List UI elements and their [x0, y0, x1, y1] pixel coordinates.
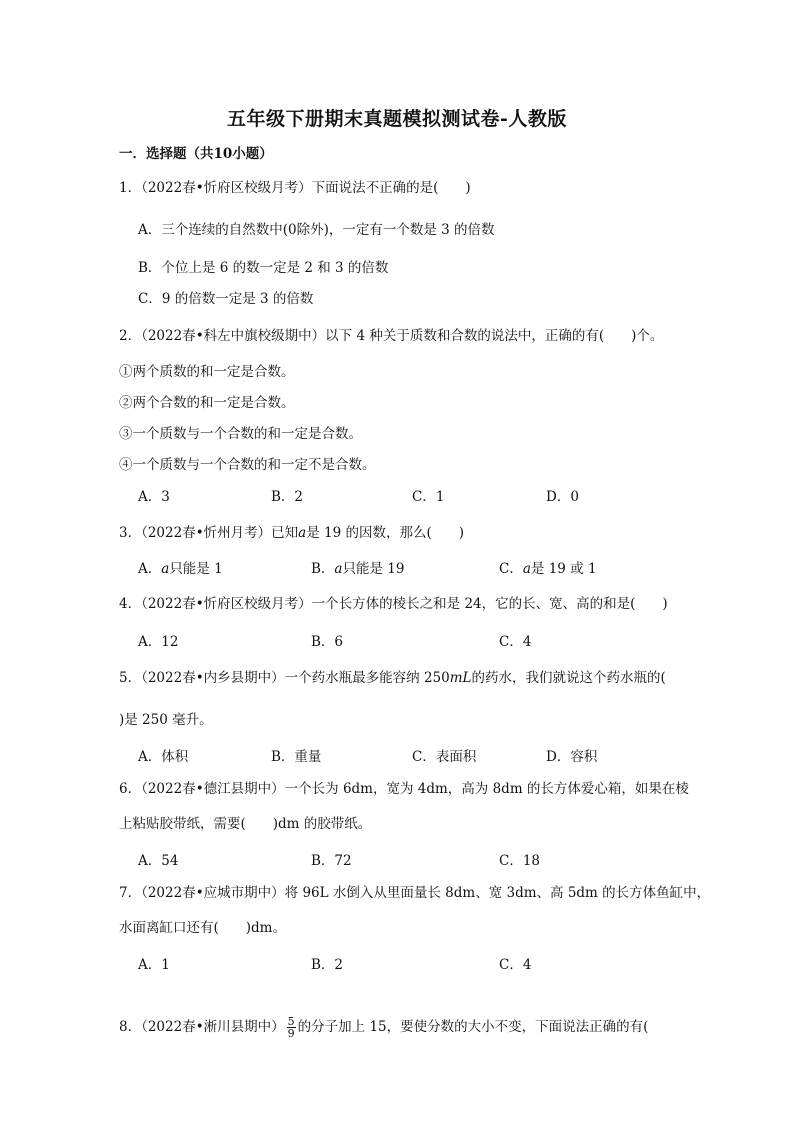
question-5-stem-line-1 — [119, 668, 666, 688]
fraction — [287, 1016, 296, 1039]
question-4-stem: 4．（2022春•忻府区校级月考）一个长方体的棱长之和是 24，它的长、宽、高的和是( ) — [119, 596, 668, 612]
question-4-option-b: B．6 — [311, 634, 344, 650]
question-6-option-a: A．54 — [138, 853, 179, 869]
option-text: 只能是 1 — [169, 561, 223, 577]
question-2-option-b: B．2 — [271, 489, 304, 505]
section-heading: 一．选择题（共10小题） — [119, 146, 273, 162]
question-8-stem-suffix: 的分子加上 15，要使分数的大小不变，下面说法正确的有( — [297, 1019, 649, 1035]
question-5-option-d: D．容积 — [546, 749, 598, 765]
question-2-statement-2: ②两个合数的和一定是合数。 — [119, 395, 295, 411]
question-3-stem-suffix: 是 19 的因数，那么( ) — [306, 525, 465, 541]
option-variable: a — [522, 561, 531, 577]
option-variable: a — [161, 561, 170, 577]
question-6-stem-line-1: 6．（2022春•德江县期中）一个长为 6dm，宽为 4dm，高为 8dm 的长方体爱心箱，如果在棱 — [119, 781, 689, 797]
question-1-option-c: C．9 的倍数一定是 3 的倍数 — [138, 291, 314, 307]
question-5-option-c: C．表面积 — [412, 749, 477, 765]
question-2-statement-4: ④一个质数与一个合数的和一定不是合数。 — [119, 457, 376, 473]
fraction-denominator: 9 — [287, 1027, 295, 1040]
question-5-text-a: 5．（2022春•内乡县期中）一个药水瓶最多能容纳 250 — [119, 670, 450, 686]
question-5-text-b: 的药水，我们就说这个药水瓶的( — [471, 670, 666, 686]
question-6-stem-line-2: 上粘贴胶带纸，需要( )dm 的胶带纸。 — [119, 816, 372, 832]
question-2-statement-3: ③一个质数与一个合数的和一定是合数。 — [119, 426, 362, 442]
question-3-variable: a — [298, 525, 307, 541]
fraction-numerator: 5 — [287, 1015, 295, 1028]
option-letter: C． — [499, 561, 523, 577]
question-7-option-b: B．2 — [311, 957, 344, 973]
question-7-stem-line-2: 水面离缸口还有( )dm。 — [119, 920, 286, 936]
question-1-stem: 1．（2022春•忻府区校级月考）下面说法不正确的是( ) — [119, 180, 471, 196]
question-8-stem — [119, 1016, 648, 1039]
question-3-stem — [119, 523, 464, 543]
question-6-option-b: B．72 — [311, 853, 352, 869]
question-3-option-a — [138, 559, 223, 579]
question-2-option-d: D．0 — [546, 489, 579, 505]
question-5-stem-line-2: )是 250 毫升。 — [119, 712, 213, 728]
question-4-option-a: A．12 — [138, 634, 179, 650]
option-variable: a — [334, 561, 343, 577]
question-3-stem-prefix: 3．（2022春•忻州月考）已知 — [119, 525, 299, 541]
option-letter: B． — [311, 561, 335, 577]
question-2-option-a: A．3 — [138, 489, 170, 505]
question-5-unit: mL — [449, 670, 472, 686]
question-7-option-c: C．4 — [499, 957, 532, 973]
question-2-stem: 2．（2022春•科左中旗校级期中）以下 4 种关于质数和合数的说法中，正确的有( )个。 — [119, 328, 664, 344]
question-2-statement-1: ①两个质数的和一定是合数。 — [119, 364, 295, 380]
question-7-option-a: A．1 — [138, 957, 170, 973]
question-5-option-b: B．重量 — [271, 749, 322, 765]
page-title: 五年级下册期末真题模拟测试卷-人教版 — [227, 108, 567, 130]
question-2-option-c: C．1 — [412, 489, 445, 505]
question-6-option-c: C．18 — [499, 853, 541, 869]
option-letter: A． — [138, 561, 162, 577]
question-1-option-a: A．三个连续的自然数中(0除外)，一定有一个数是 3 的倍数 — [138, 222, 495, 238]
question-3-option-c — [499, 559, 597, 579]
option-text: 是 19 或 1 — [530, 561, 597, 577]
question-8-stem-prefix: 8．（2022春•淅川县期中） — [119, 1019, 285, 1035]
question-5-option-a: A．体积 — [138, 749, 189, 765]
question-3-option-b — [311, 559, 404, 579]
question-7-stem-line-1: 7．（2022春•应城市期中）将 96L 水倒入从里面量长 8dm、宽 3dm、高 5dm 的长方体鱼缸中， — [119, 885, 711, 901]
question-4-option-c: C．4 — [499, 634, 532, 650]
question-1-option-b: B．个位上是 6 的数一定是 2 和 3 的倍数 — [138, 260, 389, 276]
option-text: 只能是 19 — [342, 561, 405, 577]
